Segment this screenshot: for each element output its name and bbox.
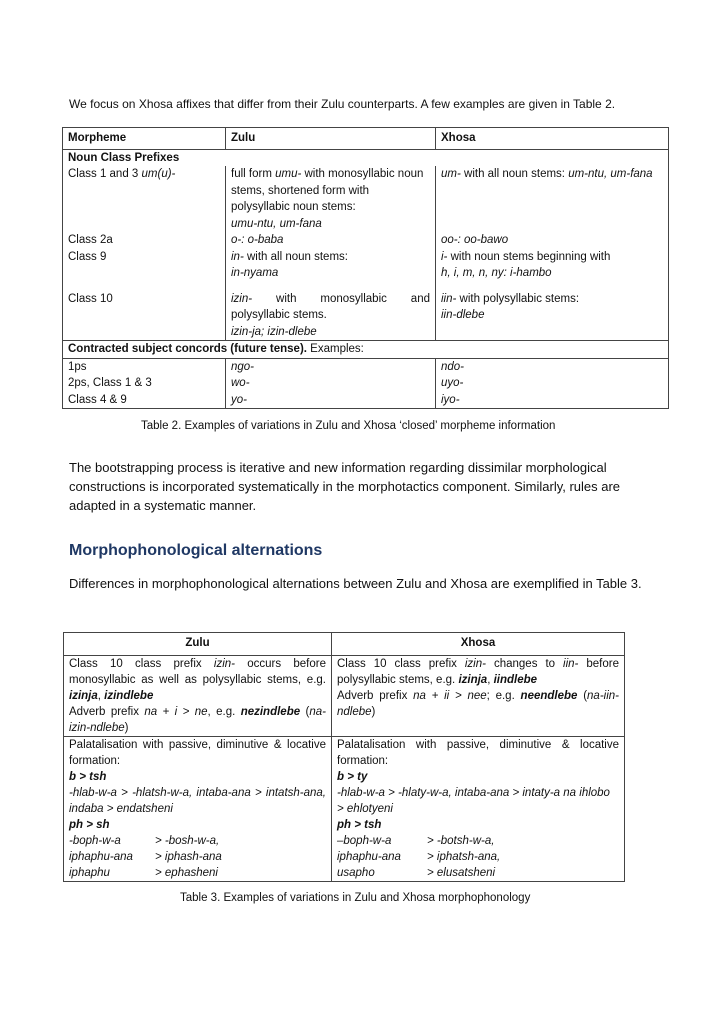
- table-3: [63, 632, 625, 882]
- table-row: Class 10 izin- with monosyllabic and polysyllabic stems. izin-ja; izin-dlebe iin- with polysyllabic stems: iin-dlebe: [63, 291, 669, 341]
- section-noun-class-prefixes: Noun Class Prefixes: [63, 149, 669, 166]
- header-zulu: Zulu: [64, 633, 332, 656]
- table-row: 1ps 2ps, Class 1 & 3 Class 4 & 9 ngo- wo- yo- ndo- uyo- iyo-: [63, 358, 669, 409]
- header-xhosa: Xhosa: [332, 633, 625, 656]
- body-paragraph-2: Differences in morphophonological alternations between Zulu and Xhosa are exemplified in Table 3.: [69, 576, 642, 591]
- table-row: Class 10 class prefix izin- occurs before monosyllabic as well as polysyllabic stems, e.g. izinja, izindlebe Adverb prefix na + i > ne, e.g. nezindlebe (na-izin-ndlebe) Class 10 class prefix izin- changes to iin- before polysyllabic stems, e.g. izinja, iindlebe Adverb prefix na + ii > nee; e.g. neendlebe (na-iin-ndlebe): [64, 656, 625, 737]
- section-subject-concords: Contracted subject concords (future tense). Examples:: [63, 341, 669, 359]
- header-zulu: Zulu: [226, 128, 436, 150]
- header-morpheme: Morpheme: [63, 128, 226, 150]
- table-3-caption: Table 3. Examples of variations in Zulu and Xhosa morphophonology: [180, 892, 531, 904]
- body-paragraph: The bootstrapping process is iterative and new information regarding dissimilar morphological constructions is incorporated systematically in the morphotactics component. Similarly, rules are adapted in a systematic manner.: [69, 460, 621, 513]
- table-row: Class 1 and 3 um(u)- full form umu- with monosyllabic noun stems, shortened form with polysyllabic noun stems: umu-ntu, um-fana um- with all noun stems: um-ntu, um-fana: [63, 166, 669, 232]
- table-row: Class 2a o-: o-baba oo-: oo-bawo: [63, 232, 669, 249]
- table-row: Class 9 in- with all noun stems: in-nyama i- with noun stems beginning with h, i, m, n, ny: i-hambo: [63, 249, 669, 291]
- table-2-caption: Table 2. Examples of variations in Zulu and Xhosa ‘closed’ morpheme information: [141, 420, 556, 432]
- table-2: [62, 127, 669, 409]
- section-heading: Morphophonological alternations: [69, 542, 323, 559]
- table-row: Palatalisation with passive, diminutive & locative formation: b > tsh -hlab-w-a > -hlatsh-w-a, intaba-ana > intatsh-ana, indaba > endatsheni ph > sh -boph-w-a > -bosh-w-a, iphaphu-ana > iphash-ana iphaphu > ephasheni Palatalisation with passive, diminutive & locative formation: b > ty -hlab-w-a > -hlaty-w-a, intaba-ana > intaty-a na ihlobo > ehlotyeni ph > tsh –boph-w-a > -botsh-w-a, iphaphu-ana > iphatsh-ana, usapho > elusatsheni: [64, 737, 625, 882]
- table-2-header-row: [63, 128, 669, 150]
- header-xhosa: Xhosa: [436, 128, 669, 150]
- table-3-header-row: [64, 633, 625, 656]
- intro-text: We focus on Xhosa affixes that differ from their Zulu counterparts. A few examples are given in Table 2.: [69, 97, 616, 111]
